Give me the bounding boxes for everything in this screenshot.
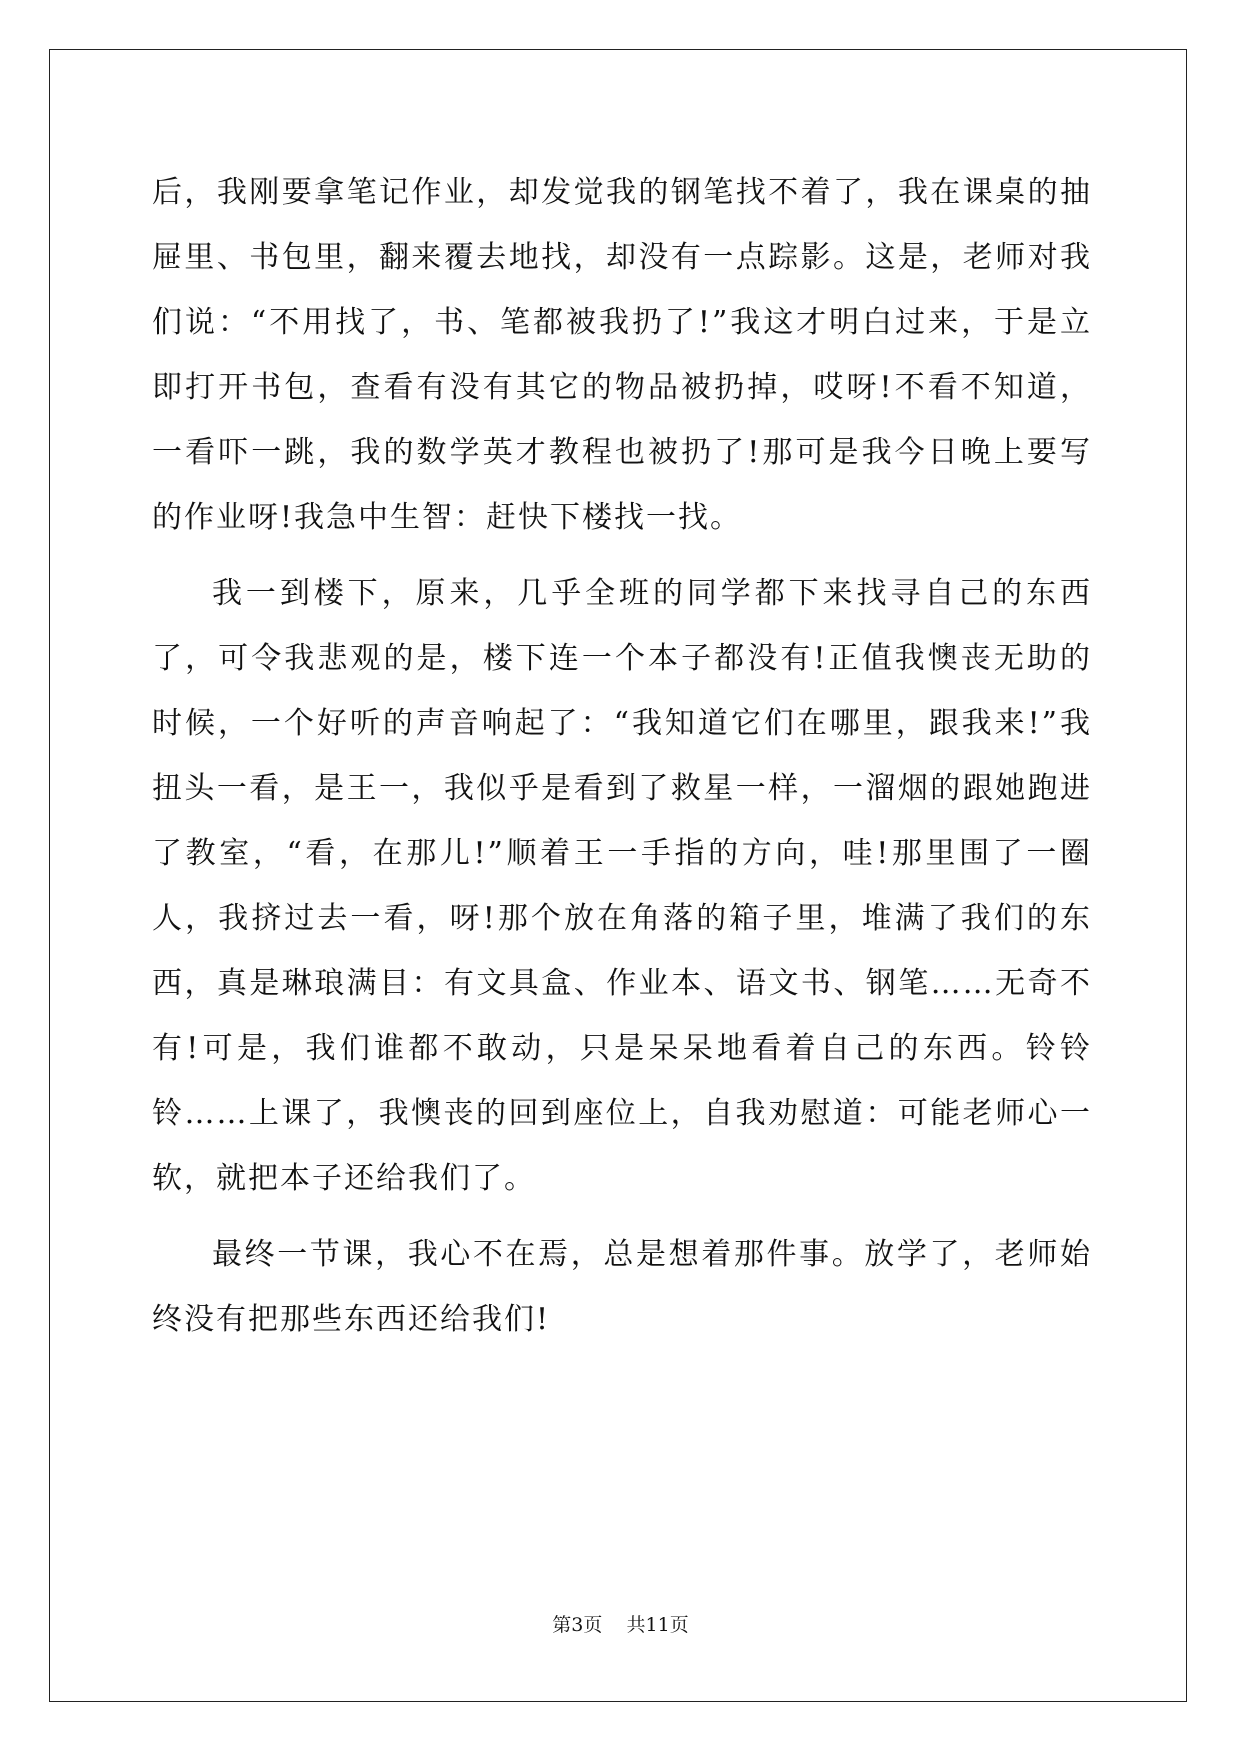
paragraph-3: 最终一节课，我心不在焉，总是想着那件事。放学了，老师始终没有把那些东西还给我们! [152, 1237, 1092, 1337]
paragraph-1: 后，我刚要拿笔记作业，却发觉我的钢笔找不着了，我在课桌的抽屉里、书包里，翻来覆去地找，却没有一点踪影。这是，老师对我们说：“不用找了，书、笔都被我扔了!”我这才明白过来，于是立即打开书包，查看有没有其它的物品被扔掉，哎呀!不看不知道，一看吓一跳，我的数学英才教程也被扔了!那可是我今日晚上要写的作业呀!我急中生智：赶快下楼找一找。 [152, 175, 1092, 535]
page-number: 第3页 [552, 1614, 603, 1636]
page-footer [0, 1610, 1241, 1637]
paragraph-2: 我一到楼下，原来，几乎全班的同学都下来找寻自己的东西了，可令我悲观的是，楼下连一个本子都没有!正值我懊丧无助的时候，一个好听的声音响起了：“我知道它们在哪里，跟我来!”我扭头一看，是王一，我似乎是看到了救星一样，一溜烟的跟她跑进了教室，“看，在那儿!”顺着王一手指的方向，哇!那里围了一圈人，我挤过去一看，呀!那个放在角落的箱子里，堆满了我们的东西，真是琳琅满目：有文具盒、作业本、语文书、钢笔……无奇不有!可是，我们谁都不敢动，只是呆呆地看着自己的东西。铃铃铃……上课了，我懊丧的回到座位上，自我劝慰道：可能老师心一软，就把本子还给我们了。 [152, 576, 1092, 1196]
document-body [152, 160, 1092, 1363]
page-total: 共11页 [626, 1614, 689, 1636]
